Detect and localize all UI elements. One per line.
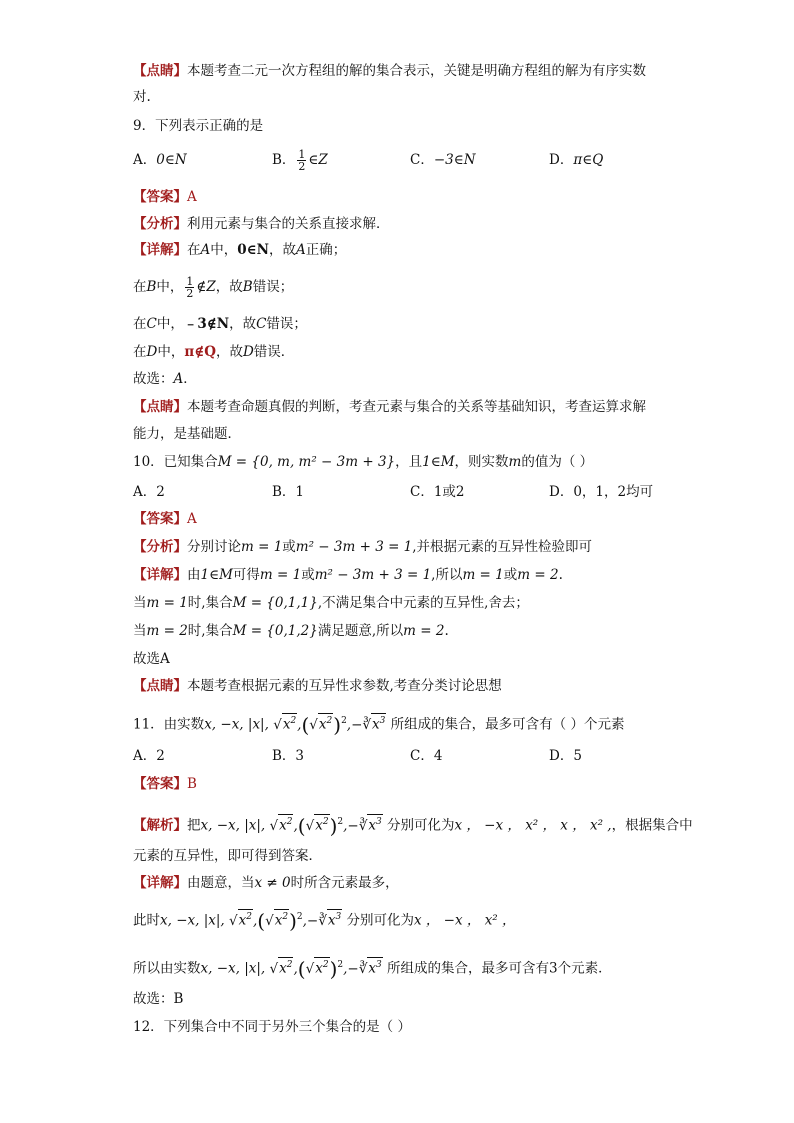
q9-detail-4: 在D中，π∉Q，故D错误． <box>133 344 295 360</box>
q11-option-a: A．2 <box>133 748 165 764</box>
q11-detail-1: 【详解】由题意，当x ≠ 0时所含元素最多， <box>133 875 399 891</box>
q10-option-d: D．0，1，2均可 <box>549 484 654 500</box>
q9-dianjing: 【点睛】本题考查命题真假的判断，考查元素与集合的关系等基础知识，考查运算求解 <box>133 399 646 415</box>
q9-option-a: A．0∈N <box>133 152 187 168</box>
q10-detail-3: 当m = 2时,集合M = {0,1,2}满足题意,所以m = 2. <box>133 623 449 639</box>
q11-detail-3: 所以由实数x, −x, |x|, $√x^2,(√x^2)^2,-∛x^3$ 所组成的集合，最多可含有3个元素． <box>133 957 612 981</box>
q10-option-b: B．1 <box>272 484 305 500</box>
prev-dianjing-cont: 对. <box>133 89 151 105</box>
q11-answer: 【答案】B <box>133 776 197 792</box>
q10-answer: 【答案】A <box>133 511 197 527</box>
q9-option-b: B． $\frac{1}{2}$ ∈Z <box>272 148 328 173</box>
q10-analysis: 【分析】分别讨论m = 1或m² − 3m + 3 = 1,并根据元素的互异性检验即可 <box>133 539 593 555</box>
prev-dianjing-line: 【点睛】本题考查二元一次方程组的解的集合表示，关键是明确方程组的解为有序实数 <box>133 63 646 79</box>
q12-stem: 12．下列集合中不同于另外三个集合的是（ ） <box>133 1019 411 1035</box>
q9-analysis: 【分析】利用元素与集合的关系直接求解． <box>133 216 390 232</box>
q10-stem: 10．已知集合M = {0, m, m² − 3m + 3}，且1∈M，则实数m的值为（ ） <box>133 454 594 470</box>
q9-detail-3: 在C中，﹣3∉N，故C错误； <box>133 316 307 332</box>
fraction-half: $\frac{1}{2}$ <box>186 275 194 300</box>
q10-detail-1: 【详解】由1∈M可得m = 1或m² − 3m + 3 = 1,所以m = 1或m = 2. <box>133 567 563 583</box>
q9-detail-1: 【详解】在A中，0∈N，故A正确； <box>133 242 347 258</box>
q11-stem: 11．由实数x, −x, |x|, $√x^2,(√x^2)^2,-∛x^3$ 所组成的集合，最多可含有（ ）个元素 <box>133 713 625 737</box>
q11-choice: 故选：B <box>133 991 184 1007</box>
q10-option-a: A．2 <box>133 484 165 500</box>
q9-stem: 9．下列表示正确的是 <box>133 118 264 134</box>
q11-option-d: D．5 <box>549 748 582 764</box>
q9-detail-2: 在B中， $\frac{1}{2}$ ∉Z，故B错误； <box>133 275 294 300</box>
q11-detail-2: 此时x, −x, |x|, $√x^2,(√x^2)^2,-∛x^3$ 分别可化为x ， −x ， x² ， <box>133 909 516 933</box>
q9-answer: 【答案】A <box>133 189 197 205</box>
q10-detail-2: 当m = 1时,集合M = {0,1,1},不满足集合中元素的互异性,舍去； <box>133 595 529 611</box>
q11-option-b: B．3 <box>272 748 305 764</box>
q9-option-c: C．−3∈N <box>410 152 476 168</box>
q9-dianjing-cont: 能力，是基础题． <box>133 426 241 442</box>
q9-option-d: D．π∈Q <box>549 152 604 168</box>
q11-option-c: C．4 <box>410 748 443 764</box>
q11-jiexi-cont: 元素的互异性，即可得到答案． <box>133 848 322 864</box>
fraction-half: $\frac{1}{2}$ <box>298 148 306 173</box>
q11-jiexi: 【解析】把x, −x, |x|, $√x^2,(√x^2)^2,-∛x^3$ 分别可化为x ， −x ， x² ， x ， x² ,，根据集合中 <box>133 814 693 838</box>
q9-choice: 故选：A． <box>133 371 197 387</box>
q10-dianjing: 【点睛】本题考查根据元素的互异性求参数,考查分类讨论思想 <box>133 678 502 694</box>
q10-option-c: C．1或2 <box>410 484 465 500</box>
q10-choice: 故选A <box>133 651 170 667</box>
